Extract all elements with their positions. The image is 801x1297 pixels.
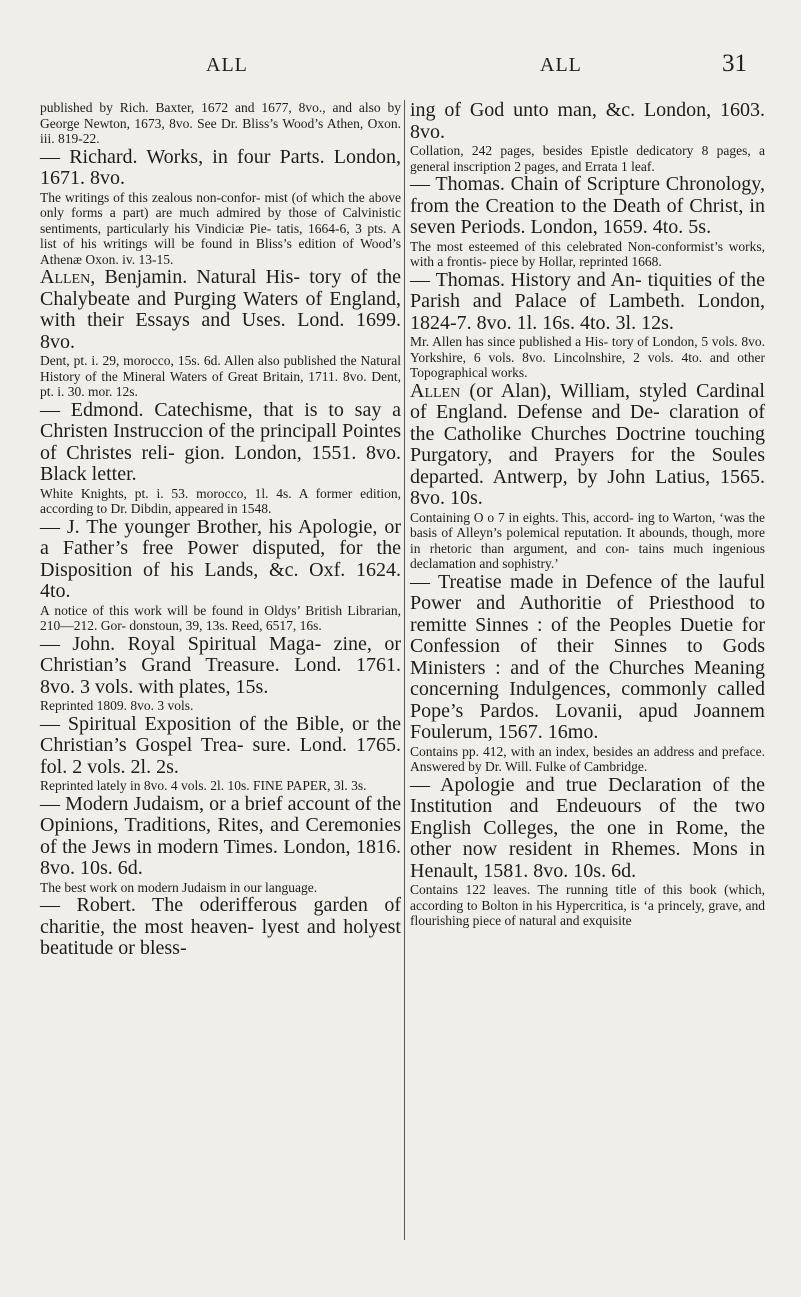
entry-text: — John. Royal Spiritual Maga- zine, or Christian’s Grand Treasure. Lond. 1761. 8vo. 3 vols. with plates, 15s. — [40, 632, 401, 698]
entry-text: Containing O o 7 in eights. This, accord- ing to Warton, ‘was the basis of Alleyn’s polemical reputation. It abounds, though, more in rhetoric than argument, and con- tains much ingenious declamation and sophistry.’ — [410, 509, 765, 571]
entry-note — [410, 882, 765, 929]
entry-note — [410, 143, 765, 174]
entry-heading — [410, 572, 765, 744]
entry-heading — [40, 714, 401, 779]
entry-text: Reprinted lately in 8vo. 4 vols. 2l. 10s. FINE PAPER, 3l. 3s. — [40, 778, 367, 793]
entry-heading — [40, 634, 401, 699]
entry-text: — Thomas. History and An- tiquities of the Parish and Palace of Lambeth. London, 1824-7. 8vo. 1l. 16s. 4to. 3l. 12s. — [410, 268, 765, 334]
entry-text: ing of God unto man, &c. London, 1603. 8vo. — [410, 99, 765, 143]
entry-heading — [40, 147, 401, 190]
entry-note — [40, 778, 401, 794]
entry-note — [410, 334, 765, 381]
entry-text: — Richard. Works, in four Parts. London, 1671. 8vo. — [40, 145, 401, 189]
entry-heading — [40, 267, 401, 353]
entry-note — [40, 486, 401, 517]
entry-text: Reprinted 1809. 8vo. 3 vols. — [40, 698, 194, 713]
entry-heading — [410, 174, 765, 239]
entry-text: A notice of this work will be found in Oldys’ British Librarian, 210—212. Gor- donstoun, 39, 13s. Reed, 6517, 16s. — [40, 602, 401, 633]
entry-heading — [410, 270, 765, 335]
entry-author: Allen, — [40, 266, 96, 288]
entry-text: — Treatise made in Defence of the lauful Power and Authoritie of Priesthood to remitte Sinnes : of the Peoples Duetie for Confession of their Sinnes to Gods Ministers : and of the Churches Meaning concerning Indulgences, commonly called Pope’s Pardos. Lovanii, apud Joannem Foulerum, 1567. 16mo. — [410, 570, 765, 743]
entry-heading — [410, 100, 765, 143]
entry-text: Contains pp. 412, with an index, besides an address and preface. Answered by Dr. Will. Fulke of Cambridge. — [410, 743, 765, 774]
page-number: 31 — [722, 50, 747, 77]
entry-text: — Spiritual Exposition of the Bible, or the Christian’s Gospel Trea- sure. Lond. 1765. fol. 2 vols. 2l. 2s. — [40, 712, 401, 778]
entry-heading — [40, 517, 401, 603]
entry-text: Contains 122 leaves. The running title of this book (which, according to Bolton in his Hypercritica, is ‘a princely, grave, and flourishing piece of natural and exquisite — [410, 882, 765, 928]
entry-text: Mr. Allen has since published a His- tory of London, 5 vols. 8vo. Yorkshire, 6 vols. 8vo. Lincolnshire, 2 vols. 4to. and other Topographical works. — [410, 334, 765, 380]
running-head — [40, 50, 760, 90]
entry-note — [40, 603, 401, 634]
entry-note — [40, 698, 401, 714]
entry-text: — Apologie and true Declaration of the Institution and Endeuours of the two English Colleges, the one in Rome, the other now resident in Rhemes. Mons in Henault, 1581. 8vo. 10s. 6d. — [410, 773, 765, 882]
entry-text: published by Rich. Baxter, 1672 and 1677, 8vo., and also by George Newton, 1673, 8vo. See Dr. Bliss’s Wood’s Athen, Oxon. iii. 819-22. — [40, 100, 401, 146]
entry-text: (or Alan), William, styled Cardinal of England. Defense and De- claration of the Catholike Churches Doctrine touching Purgatory, and Prayers for the Soules departed. Antwerp, by John Latius, 1565. 8vo. 10s. — [410, 379, 765, 509]
entry-text: — Robert. The oderifferous garden of charitie, the most heaven- lyest and holyest beatitude or bless- — [40, 894, 401, 959]
entry-text: Dent, pt. i. 29, morocco, 15s. 6d. Allen also published the Natural History of the Mineral Waters of Great Britain, 1711. 8vo. Dent, pt. i. 30. mor. 12s. — [40, 353, 401, 399]
entry-heading — [410, 381, 765, 510]
entry-author: Allen — [410, 379, 461, 402]
entry-note — [40, 353, 401, 400]
entry-heading — [40, 794, 401, 880]
entry-text: Collation, 242 pages, besides Epistle dedicatory 8 pages, a general inscription 2 pages, and Errata 1 leaf. — [410, 143, 765, 174]
entry-text: — J. The younger Brother, his Apologie, or a Father’s free Power disputed, for the Disposition of his Lands, &c. Oxf. 1624. 4to. — [40, 515, 401, 602]
entry-heading — [40, 400, 401, 486]
entry-heading — [410, 775, 765, 883]
entry-note — [410, 744, 765, 775]
entry-note — [410, 239, 765, 270]
entry-text: White Knights, pt. i. 53. morocco, 1l. 4s. A former edition, according to Dr. Dibdin, appeared in 1548. — [40, 485, 401, 516]
entry-text: — Thomas. Chain of Scripture Chronology, from the Creation to the Death of Christ, in seven Periods. London, 1659. 4to. 5s. — [410, 173, 765, 238]
entry-note — [40, 190, 401, 268]
entry-text: The writings of this zealous non-confor- mist (of which the above only forms a part) are much admired by those of Calvinistic sentiments, particularly his Vindiciæ Pie- tatis, 1664-6, 3 pts. A list of his writings will be found in Bliss’s edition of Wood’s Athenæ Oxon. iv. 13-15. — [40, 189, 401, 267]
entry-heading — [40, 895, 401, 960]
column-divider — [404, 100, 405, 1240]
entry-text: Benjamin. Natural His- tory of the Chalybeate and Purging Waters of England, with their Essays and Uses. Lond. 1699. 8vo. — [40, 266, 401, 353]
running-head-left: ALL — [206, 54, 248, 76]
entry-text: — Modern Judaism, or a brief account of the Opinions, Traditions, Rites, and Ceremonies of the Jews in modern Times. London, 1816. 8vo. 10s. 6d. — [40, 792, 401, 879]
entry-note — [40, 100, 401, 147]
right-column — [410, 100, 765, 929]
entry-text: The most esteemed of this celebrated Non-conformist’s works, with a frontis- piece by Hollar, reprinted 1668. — [410, 238, 765, 269]
entry-note — [40, 880, 401, 896]
entry-text: — Edmond. Catechisme, that is to say a Christen Instruccion of the principall Pointes of Christes reli- gion. London, 1551. 8vo. Black letter. — [40, 398, 401, 485]
entry-note — [410, 510, 765, 572]
running-head-right: ALL — [540, 54, 582, 76]
left-column — [40, 100, 401, 960]
entry-text: The best work on modern Judaism in our language. — [40, 879, 318, 895]
